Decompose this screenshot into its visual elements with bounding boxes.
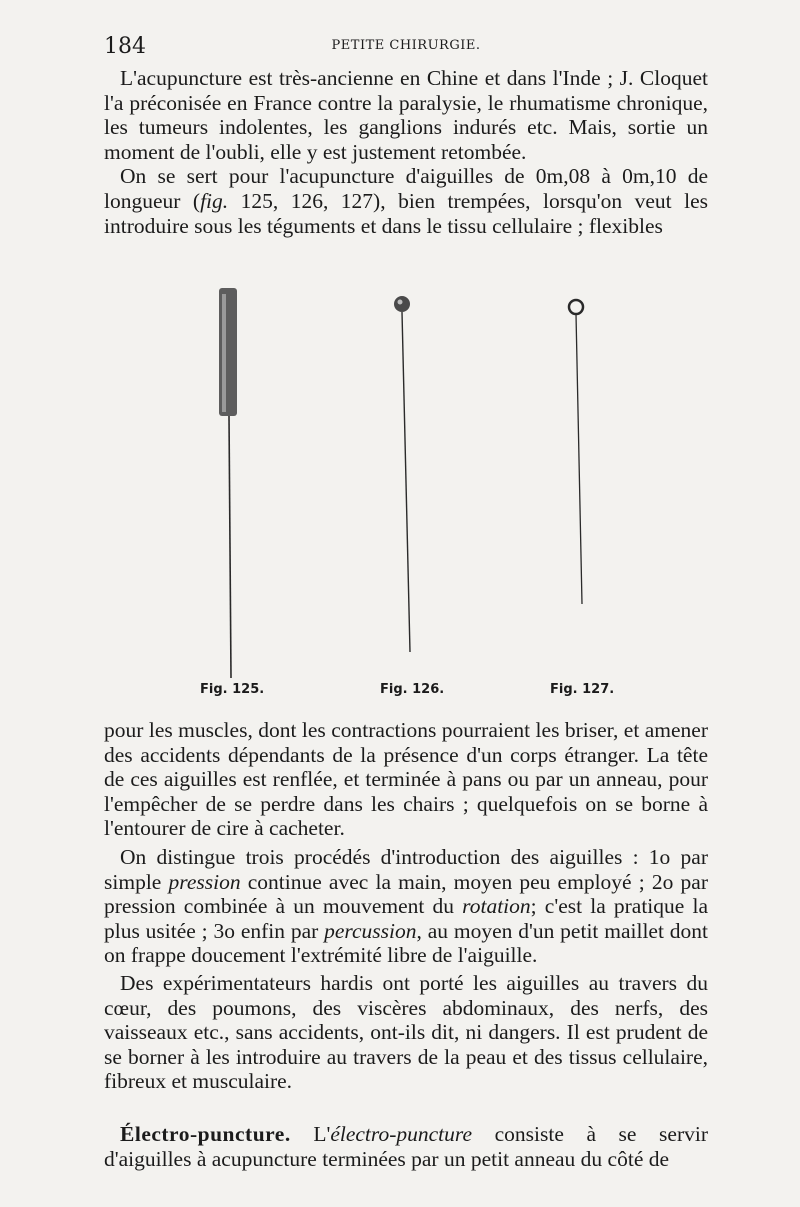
needle-125-shaft	[229, 416, 231, 678]
needle-127-ring-head	[569, 300, 583, 314]
paragraph-needles-text: On se sert pour l'acupuncture d'aiguilles de 0m,08 à 0m,10 de longueur (	[104, 164, 708, 213]
section-heading-electro-puncture: Électro-puncture.	[120, 1122, 291, 1146]
electro-text-1: L'	[290, 1122, 331, 1146]
fig-reference: fig.	[200, 188, 229, 213]
paragraph-electro-puncture	[104, 1122, 708, 1171]
electro-text-2: consiste à se servir d'aiguilles à acupuncture terminées par un petit anneau du côté de	[104, 1122, 708, 1171]
needle-fig-127	[569, 300, 583, 604]
term-pression: pression	[168, 869, 241, 894]
paragraph-procedures	[104, 845, 708, 968]
paragraph-muscles: pour les muscles, dont les contractions pourraient les briser, et amener des accidents dépendants de la présence d'un corps étranger. La tête de ces aiguilles est renflée, et terminée à pans ou par un anneau, pour l'empêcher de se perdre dans les chairs ; quelquefois on se borne à l'entourer de cire à cacheter.	[104, 718, 708, 841]
needle-126-ball-highlight	[398, 300, 403, 305]
caption-fig-127: Fig. 127.	[550, 682, 615, 697]
needle-125-handle-shine	[222, 294, 226, 412]
paragraph-intro	[104, 66, 708, 238]
experimenters-text: Des expérimentateurs hardis ont porté les aiguilles au travers du cœur, des poumons, des viscères abdominaux, des nerfs, des vaisseaux etc., sans accidents, ont-ils dit, ni dangers. Il est prudent de se borner à les introduire au travers de la peau et des tissus cellulaire, fibreux et musculaire.	[104, 971, 708, 1094]
term-percussion: percussion	[324, 918, 417, 943]
caption-fig-125: Fig. 125.	[200, 682, 265, 697]
needle-illustrations	[104, 270, 708, 682]
paragraph-intro-text: L'acupuncture est très-ancienne en Chine et dans l'Inde ; J. Cloquet l'a préconisée en France contre la paralysie, le rhumatisme chronique, les tumeurs indolentes, les ganglions indurés etc. Mais, sortie un moment de l'oubli, elle y est justement retombée.	[104, 66, 708, 164]
page-number: 184	[104, 34, 146, 59]
page-header	[104, 34, 708, 60]
caption-fig-126: Fig. 126.	[380, 682, 445, 697]
needle-fig-126	[394, 296, 410, 652]
term-rotation: rotation	[462, 894, 531, 919]
paragraph-experimenters	[104, 971, 708, 1094]
needle-126-shaft	[402, 312, 410, 652]
running-title: PETITE CHIRURGIE.	[331, 38, 481, 53]
procedures-text-3: ; c'est la pratique la plus usitée ; 3o enfin par	[104, 894, 708, 943]
term-electro-puncture: électro-puncture	[330, 1122, 473, 1146]
needle-127-shaft	[576, 314, 582, 604]
needle-125-handle	[219, 288, 237, 416]
needle-126-ball-head	[394, 296, 410, 312]
needle-figures	[104, 270, 708, 710]
needle-fig-125	[219, 288, 237, 678]
paragraph-needles-end: 125, 126, 127), bien trempées, lorsqu'on veut les introduire sous les téguments et dans le tissu cellulaire ; flexibles	[104, 188, 708, 238]
procedures-text-2: continue avec la main, moyen peu employé ; 2o par pression combinée à un mouvement du	[104, 869, 708, 919]
procedures-text-1: On distingue trois procédés d'introduction des aiguilles : 1o par simple	[104, 845, 708, 894]
procedures-text-4: , au moyen d'un petit maillet dont on frappe doucement l'extrémité libre de l'aiguille.	[104, 918, 709, 968]
